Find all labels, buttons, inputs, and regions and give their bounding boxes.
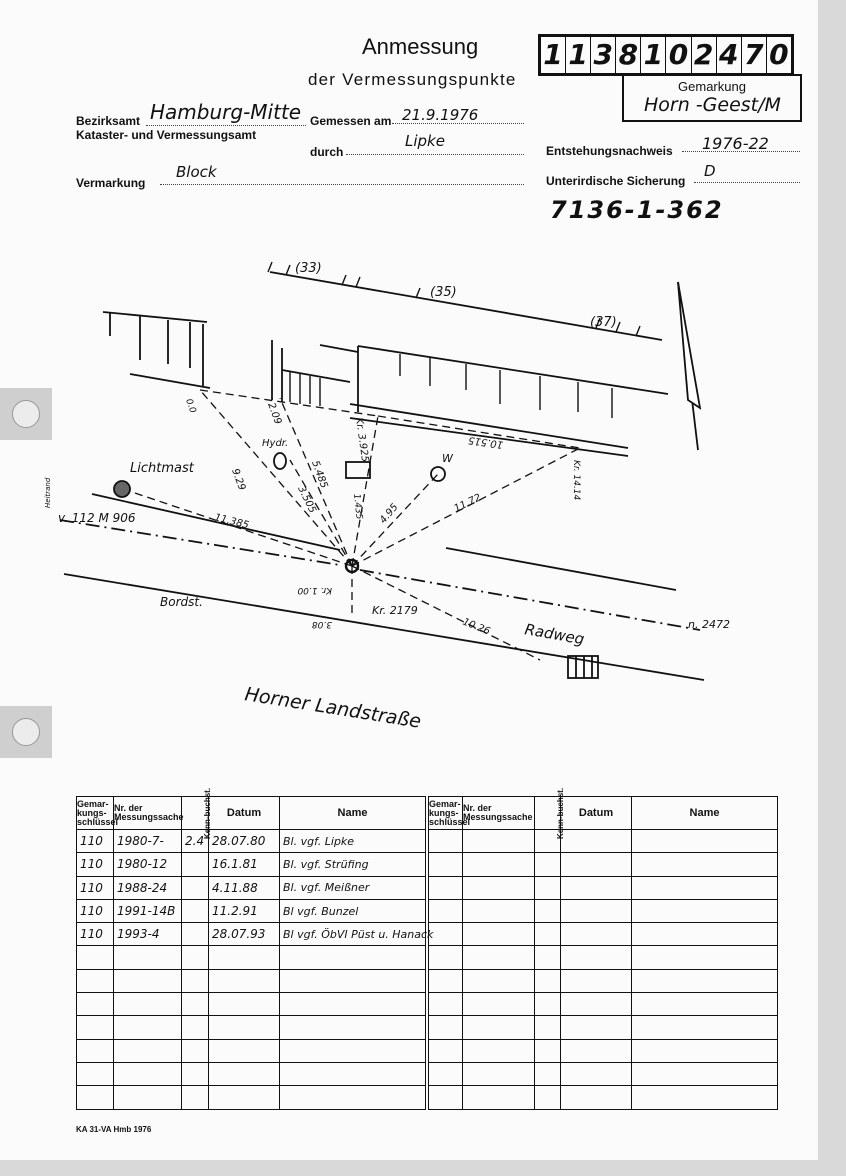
record-table-left: [76, 787, 434, 1110]
table-cell: [429, 1062, 463, 1085]
table-cell: [632, 993, 778, 1016]
table-cell: [561, 830, 632, 853]
sketch-dim-1435: 1.435: [351, 493, 364, 520]
table-cell: [280, 946, 426, 969]
sketch-label-radweg: Radweg: [523, 620, 586, 649]
sketch-dim-11385: 11.385: [213, 512, 250, 532]
sketch-dim-929: 9.29: [229, 467, 248, 492]
table-cell: [114, 1039, 182, 1062]
col-header-letter: Kenn-buchst.: [182, 797, 209, 830]
table-cell: [182, 1086, 209, 1109]
table-cell: [209, 1039, 280, 1062]
table-cell: 1991-14B: [114, 899, 182, 922]
table-cell: [429, 969, 463, 992]
table-cell: [463, 969, 535, 992]
table-cell: [632, 1062, 778, 1085]
table-cell: [632, 923, 778, 946]
col-header-letter: Kenn-buchst.: [535, 797, 561, 830]
table-row: [77, 1016, 426, 1039]
sketch-label-lichtmast: Lichtmast: [130, 461, 194, 476]
table-cell: [77, 1062, 114, 1085]
table-cell: [561, 899, 632, 922]
table-cell: Bl. vgf. Lipke: [280, 830, 426, 853]
table-cell: [561, 853, 632, 876]
table-cell: Bl vgf. Bunzel: [280, 899, 426, 922]
table-cell: [632, 969, 778, 992]
table-cell: [429, 1016, 463, 1039]
table-cell: 11.2.91: [209, 899, 280, 922]
table-cell: [535, 899, 561, 922]
sketch-dim-10515: 10.515: [467, 434, 504, 450]
bezirksamt-label: Bezirksamt: [76, 114, 141, 128]
table-cell: [209, 969, 280, 992]
table-cell: [632, 830, 778, 853]
table-cell: [535, 923, 561, 946]
table-row: [429, 1086, 778, 1109]
table-row: [429, 993, 778, 1016]
sketch-dim-308: 3.08: [311, 619, 332, 629]
table-row: [77, 830, 426, 853]
table-row: [429, 969, 778, 992]
table-cell: [535, 853, 561, 876]
sketch-label-n2472: n. 2472: [688, 618, 730, 631]
vermarkung-label: Vermarkung: [76, 176, 146, 190]
table-cell: [114, 1086, 182, 1109]
table-cell: Bl. vgf. Meißner: [280, 876, 426, 899]
digit: 8: [616, 37, 641, 73]
gemarkung-label: Gemarkung: [678, 79, 746, 94]
sketch-dim-209: 2.09: [265, 401, 284, 426]
form-subtitle: der Vermessungspunkte: [308, 70, 517, 89]
table-cell: [429, 1086, 463, 1109]
table-row: [429, 946, 778, 969]
entstehung-label: Entstehungsnachweis: [546, 144, 673, 158]
table-cell: [429, 993, 463, 1016]
table-cell: 1993-4: [114, 923, 182, 946]
col-header-name: Name: [632, 797, 778, 830]
sketch-dim-kr1414: Kr. 14.14: [571, 460, 581, 501]
table-cell: 110: [77, 853, 114, 876]
table-cell: [77, 946, 114, 969]
table-cell: Bl vgf. ÖbVI Püst u. Hanack: [280, 923, 426, 946]
table-row: [77, 993, 426, 1016]
table-cell: [280, 969, 426, 992]
table-cell: [535, 876, 561, 899]
table-cell: [280, 1016, 426, 1039]
table-cell: [429, 853, 463, 876]
table-cell: [280, 1039, 426, 1062]
table-cell: [632, 899, 778, 922]
table-row: [429, 830, 778, 853]
table-cell: [463, 946, 535, 969]
col-header-key: Gemar-kungs-schlüssel: [77, 797, 114, 830]
table-cell: 110: [77, 923, 114, 946]
table-cell: [561, 1062, 632, 1085]
table-row: [77, 1062, 426, 1085]
punch-hole: [0, 388, 52, 440]
sketch-label-n37: (37): [590, 315, 617, 330]
table-cell: 110: [77, 876, 114, 899]
sketch-label-kr2179: Kr. 2179: [372, 604, 418, 617]
form-title: Anmessung: [362, 34, 479, 59]
sketch-label-w: W: [442, 452, 453, 465]
table-cell: [632, 1086, 778, 1109]
sketch-dim-3925: Kr. 3.925: [353, 416, 371, 463]
table-cell: [429, 830, 463, 853]
table-cell: [561, 1016, 632, 1039]
table-cell: 110: [77, 830, 114, 853]
table-row: [77, 853, 426, 876]
table-row: [429, 1039, 778, 1062]
durch-label: durch: [310, 145, 344, 159]
table-row: [429, 923, 778, 946]
sketch-dim-3505: 3.505: [295, 484, 318, 516]
table-cell: [463, 899, 535, 922]
sicherung-value: D: [704, 162, 716, 180]
sketch-label-hydr: Hydr.: [262, 438, 289, 449]
table-cell: 1980-7-: [114, 830, 182, 853]
table-cell: [463, 830, 535, 853]
sketch-label-n35: (35): [430, 285, 457, 300]
table-row: [429, 899, 778, 922]
table-cell: [182, 853, 209, 876]
table-cell: [114, 1062, 182, 1085]
table-row: [429, 876, 778, 899]
gemessen-value: 21.9.1976: [402, 106, 479, 124]
sketch-label-n33: (33): [295, 261, 322, 276]
table-cell: [463, 1016, 535, 1039]
table-cell: [632, 1016, 778, 1039]
col-header-date: Datum: [209, 797, 280, 830]
table-cell: 16.1.81: [209, 853, 280, 876]
table-cell: [463, 923, 535, 946]
form-footer-code: KA 31-VA Hmb 1976: [76, 1125, 152, 1134]
sketch-label-street: Horner Landstraße: [243, 683, 423, 733]
table-cell: [535, 1016, 561, 1039]
digit: 4: [717, 37, 742, 73]
digit: 2: [692, 37, 717, 73]
sketch-dim-00: 0.0: [183, 397, 198, 415]
table-cell: [535, 969, 561, 992]
table-row: [429, 1016, 778, 1039]
table-cell: [182, 876, 209, 899]
table-cell: [632, 876, 778, 899]
table-cell: [429, 946, 463, 969]
table-cell: [114, 1016, 182, 1039]
table-cell: 28.07.93: [209, 923, 280, 946]
table-cell: 1988-24: [114, 876, 182, 899]
col-header-date: Datum: [561, 797, 632, 830]
table-cell: 2.4: [182, 830, 209, 853]
table-cell: [182, 923, 209, 946]
table-cell: [561, 876, 632, 899]
table-cell: 4.11.88: [209, 876, 280, 899]
table-cell: [561, 1039, 632, 1062]
table-cell: [429, 923, 463, 946]
table-cell: [280, 1086, 426, 1109]
table-cell: [632, 1039, 778, 1062]
digit: 1: [541, 37, 566, 73]
gemarkung-value: Horn -Geest/M: [644, 94, 781, 116]
sketch-label-v112: v. 112 M 906: [58, 511, 136, 525]
table-cell: [77, 1086, 114, 1109]
table-cell: [561, 993, 632, 1016]
table-row: [77, 876, 426, 899]
table-row: [77, 1086, 426, 1109]
table-cell: [209, 1062, 280, 1085]
table-row: [77, 969, 426, 992]
table-cell: [463, 993, 535, 1016]
table-cell: [280, 1062, 426, 1085]
table-cell: [182, 1039, 209, 1062]
table-cell: [561, 923, 632, 946]
table-cell: [429, 876, 463, 899]
col-header-name: Name: [280, 797, 426, 830]
table-cell: [561, 1086, 632, 1109]
table-cell: [114, 946, 182, 969]
table-cell: [535, 946, 561, 969]
table-cell: 110: [77, 899, 114, 922]
table-row: [77, 946, 426, 969]
col-header-key: Gemar-kungs-schlüssel: [429, 797, 463, 830]
table-cell: Bl. vgf. Strüfing: [280, 853, 426, 876]
sicherung-label: Unterirdische Sicherung: [546, 174, 686, 188]
table-cell: [535, 993, 561, 1016]
table-row: [77, 1039, 426, 1062]
table-row: [77, 899, 426, 922]
table-row: [429, 1062, 778, 1085]
col-header-number: Nr. der Messungssache: [114, 797, 182, 830]
table-cell: [429, 899, 463, 922]
sketch-label-bordst: Bordst.: [160, 595, 203, 609]
sketch-dim-kr100: Kr. 1.00: [297, 585, 332, 595]
reference-number: 7136-1-362: [550, 196, 724, 224]
digit: 0: [769, 38, 789, 71]
table-cell: [77, 1039, 114, 1062]
table-cell: [77, 969, 114, 992]
gemessen-label: Gemessen am: [310, 114, 392, 128]
table-cell: [463, 1062, 535, 1085]
table-cell: [535, 1039, 561, 1062]
vermarkung-value: Block: [176, 163, 217, 181]
sketch-dim-5485: 5.485: [309, 459, 330, 490]
record-table-right: [428, 787, 778, 1110]
entstehung-value: 1976-22: [702, 134, 769, 153]
sketch-dim-495: 4.95: [377, 501, 401, 526]
amt-label: Kataster- und Vermessungsamt: [76, 128, 257, 142]
table-cell: [429, 1039, 463, 1062]
digit: 0: [666, 37, 691, 73]
table-cell: [463, 876, 535, 899]
table-cell: 28.07.80: [209, 830, 280, 853]
col-header-number: Nr. der Messungssache: [463, 797, 535, 830]
table-cell: [209, 993, 280, 1016]
table-cell: [280, 993, 426, 1016]
table-cell: 1980-12: [114, 853, 182, 876]
table-cell: [182, 1062, 209, 1085]
table-cell: [561, 946, 632, 969]
digit: 1: [641, 37, 666, 73]
table-cell: [114, 993, 182, 1016]
table-row: [77, 923, 426, 946]
table-cell: [463, 1039, 535, 1062]
digit: 7: [742, 37, 767, 73]
table-cell: [209, 1016, 280, 1039]
table-cell: [209, 1086, 280, 1109]
table-cell: [182, 946, 209, 969]
table-cell: [632, 853, 778, 876]
table-cell: [182, 1016, 209, 1039]
table-cell: [182, 899, 209, 922]
table-cell: [209, 946, 280, 969]
sketch-dim-1172: 11.72: [452, 492, 484, 515]
table-cell: [182, 969, 209, 992]
sketch-dim-1026: 10.26: [460, 616, 492, 638]
table-cell: [182, 993, 209, 1016]
bezirksamt-value: Hamburg-Mitte: [150, 100, 302, 124]
table-cell: [535, 1062, 561, 1085]
sketch-label-heitrand: Heitrand: [44, 477, 52, 508]
table-cell: [535, 1086, 561, 1109]
table-cell: [77, 1016, 114, 1039]
punch-hole: [0, 706, 52, 758]
table-cell: [463, 853, 535, 876]
digit: 1: [566, 37, 591, 73]
table-cell: [632, 946, 778, 969]
table-cell: [77, 993, 114, 1016]
digit: 3: [591, 37, 616, 73]
table-cell: [561, 969, 632, 992]
table-cell: [463, 1086, 535, 1109]
durch-value: Lipke: [405, 132, 445, 150]
table-row: [429, 853, 778, 876]
table-cell: [114, 969, 182, 992]
